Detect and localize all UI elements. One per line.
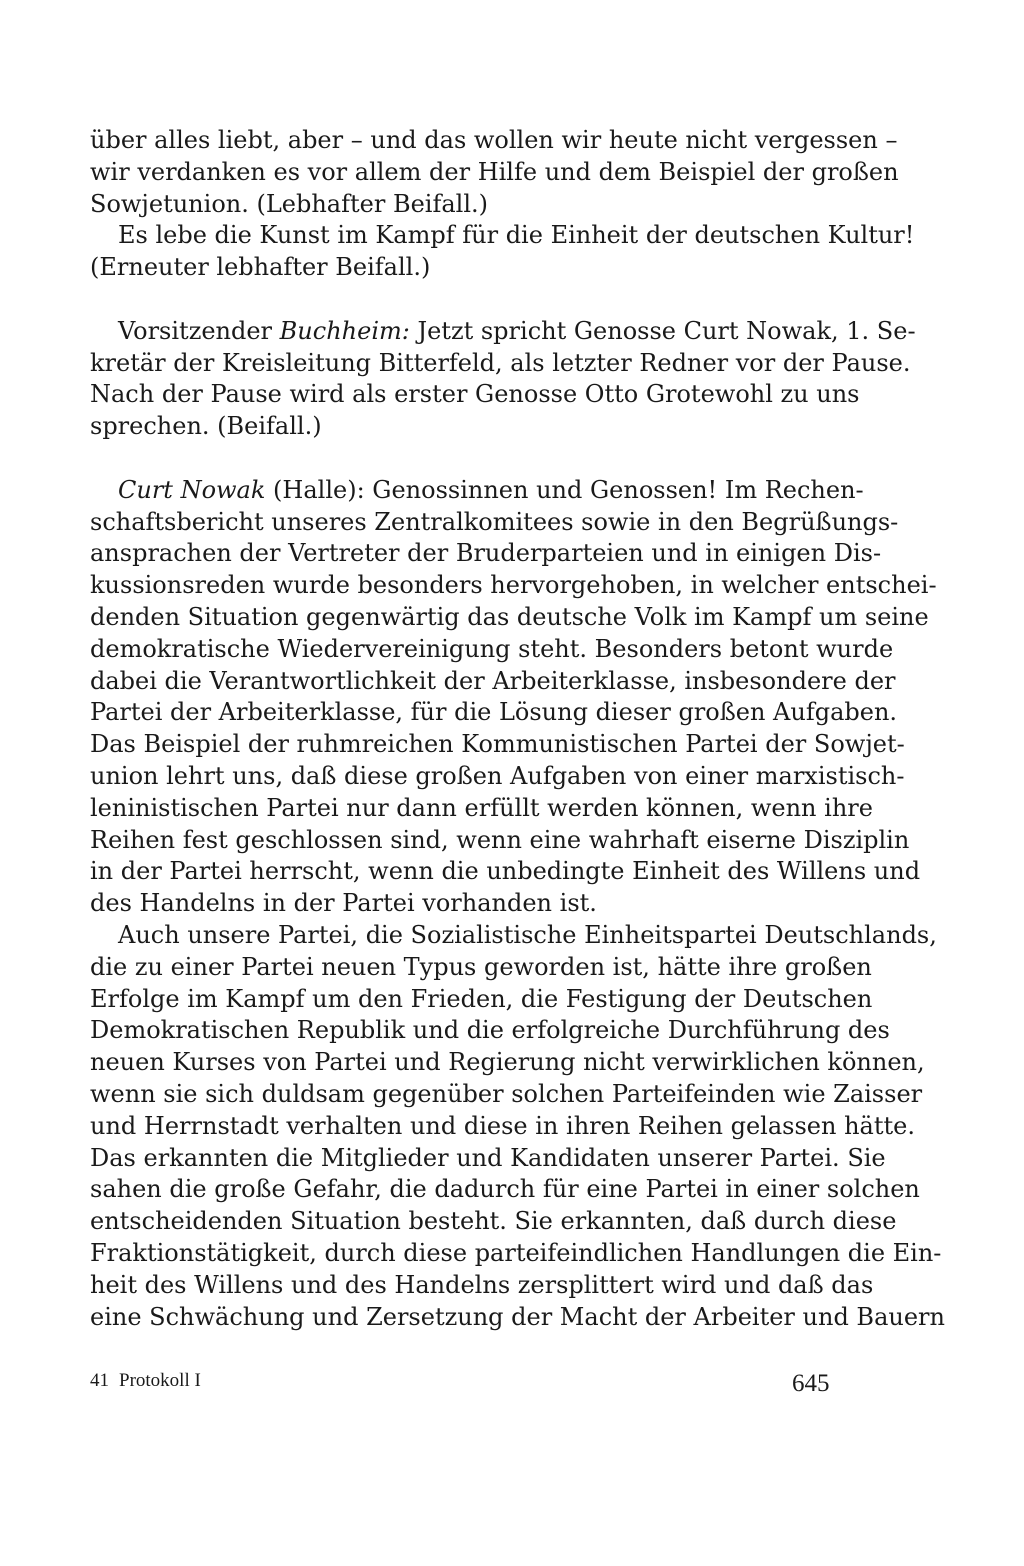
text-line: Sowjetunion. (Lebhafter Beifall.) <box>90 189 488 218</box>
text-line: schaftsbericht unseres Zentralkomitees sowie in den Begrüßungs- <box>90 507 899 536</box>
text-line: ansprachen der Vertreter der Bruderparteien und in einigen Dis- <box>90 539 882 568</box>
text-line: sprechen. (Beifall.) <box>90 412 322 441</box>
paragraph-gap <box>90 282 858 316</box>
footer-signature <box>90 1370 211 1392</box>
text-line: Reihen fest geschlossen sind, wenn eine wahrhaft eiserne Disziplin <box>90 825 910 854</box>
text-line: denden Situation gegenwärtig das deutsche Volk im Kampf um seine <box>90 603 929 631</box>
text-segment: Vorsitzender <box>118 316 280 345</box>
text-line: dabei die Verantwortlichkeit der Arbeiterklasse, insbesondere der <box>90 666 896 695</box>
text-line: demokratische Wiedervereinigung steht. Besonders betont wurde <box>90 634 894 663</box>
text-line: leninistischen Partei nur dann erfüllt werden können, wenn ihre <box>90 793 873 822</box>
text-line: wenn sie sich duldsam gegenüber solchen Parteifeinden wie Zaisser <box>90 1080 923 1108</box>
text-line: Das erkannten die Mitglieder und Kandidaten unserer Partei. Sie <box>90 1143 886 1172</box>
speaker-name: Curt Nowak <box>118 475 266 504</box>
text-segment: Jetzt spricht Genosse Curt Nowak, 1. Se- <box>409 316 916 345</box>
text-line: kussionsreden wurde besonders hervorgehoben, in welcher entschei- <box>90 571 937 600</box>
text-line: Erfolge im Kampf um den Frieden, die Festigung der Deutschen <box>90 984 873 1013</box>
text-line: neuen Kurses von Partei und Regierung nicht verwirklichen können, <box>90 1048 925 1077</box>
text-line: eine Schwächung und Zersetzung der Macht der Arbeiter und Bauern <box>90 1302 945 1331</box>
text-line: kretär der Kreisleitung Bitterfeld, als letzter Redner vor der Pause. <box>90 348 911 377</box>
text-line: wir verdanken es vor allem der Hilfe und dem Beispiel der großen <box>90 157 899 186</box>
text-line: (Erneuter lebhafter Beifall.) <box>90 253 431 282</box>
text-line: des Handelns in der Partei vorhanden ist. <box>90 889 597 918</box>
text-line: Es lebe die Kunst im Kampf für die Einheit der deutschen Kultur! <box>118 221 915 250</box>
speaker-name: Buchheim: <box>279 316 410 345</box>
text-line: Das Beispiel der ruhmreichen Kommunistischen Partei der Sowjet- <box>90 730 905 759</box>
text-line: sahen die große Gefahr, die dadurch für eine Partei in einer solchen <box>90 1175 920 1204</box>
text-line: Partei der Arbeiterklasse, für die Lösung dieser großen Aufgaben. <box>90 698 898 727</box>
signature-label: Protokoll I <box>119 1370 201 1391</box>
text-line <box>90 473 864 507</box>
text-line: Auch unsere Partei, die Sozialistische Einheitspartei Deutschlands, <box>118 921 937 949</box>
text-line <box>90 314 916 348</box>
text-line: in der Partei herrscht, wenn die unbedingte Einheit des Willens und <box>90 857 921 886</box>
page-number: 645 <box>792 1370 830 1397</box>
paragraph-gap <box>90 441 858 475</box>
text-line: Demokratischen Republik und die erfolgreiche Durchführung des <box>90 1016 890 1045</box>
signature-number: 41 <box>90 1370 109 1391</box>
text-line: heit des Willens und des Handelns zersplittert wird und daß das <box>90 1270 874 1299</box>
text-segment: (Halle): Genossinnen und Genossen! Im Rechen- <box>265 475 864 504</box>
text-line: Nach der Pause wird als erster Genosse Otto Grotewohl zu uns <box>90 380 860 409</box>
text-line: entscheidenden Situation besteht. Sie erkannten, daß durch diese <box>90 1207 897 1236</box>
text-line: und Herrnstadt verhalten und diese in ihren Reihen gelassen hätte. <box>90 1111 915 1140</box>
text-line: union lehrt uns, daß diese großen Aufgaben von einer marxistisch- <box>90 762 905 790</box>
text-line: die zu einer Partei neuen Typus geworden ist, hätte ihre großen <box>90 952 872 981</box>
text-line: über alles liebt, aber – und das wollen wir heute nicht vergessen – <box>90 126 898 154</box>
text-line: Fraktionstätigkeit, durch diese parteifeindlichen Handlungen die Ein- <box>90 1239 942 1267</box>
